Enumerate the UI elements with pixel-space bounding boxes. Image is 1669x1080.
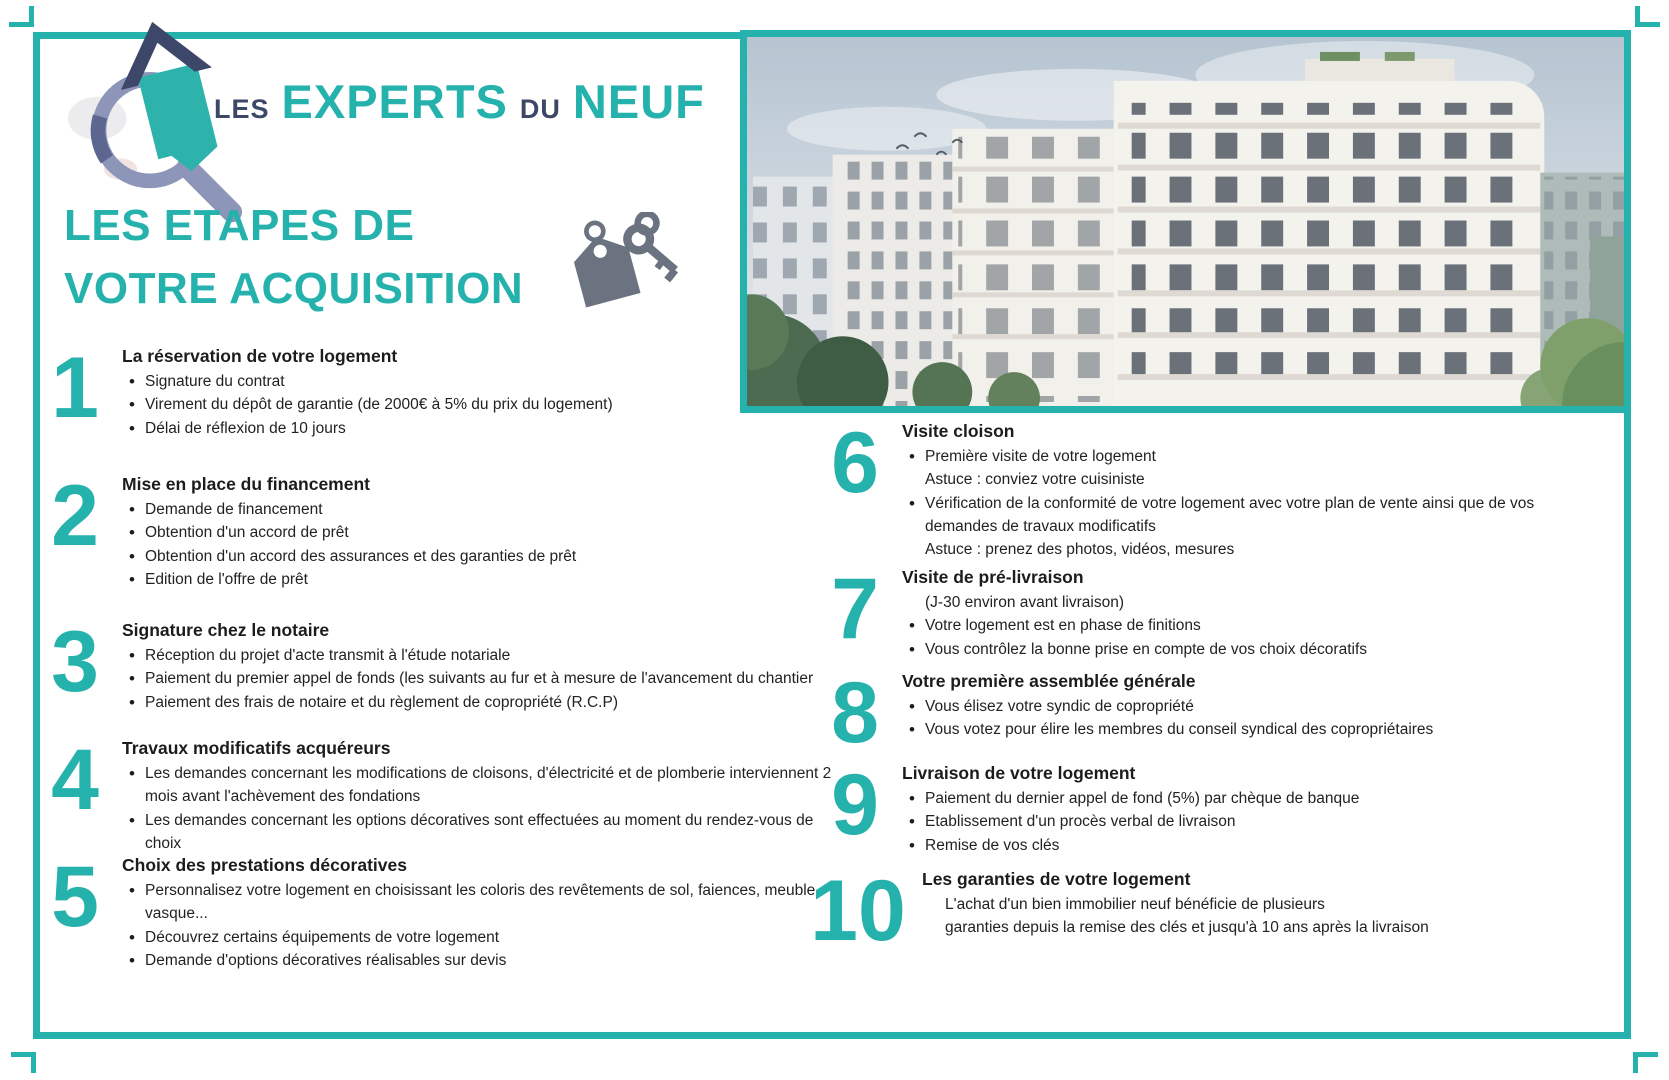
step-item: • Vous élisez votre syndic de copropriété — [902, 695, 1568, 718]
page-title-line1: LES ETAPES DE — [64, 201, 415, 250]
step-item: • Votre logement est en phase de finitions — [902, 614, 1568, 637]
step-items — [902, 445, 1568, 561]
step-title: Choix des prestations décoratives — [122, 855, 407, 875]
step-5 — [44, 849, 850, 972]
corner-mark-bottom-right — [1633, 1052, 1658, 1073]
step-title: Signature chez le notaire — [122, 620, 330, 640]
step-title: La réservation de votre logement — [122, 346, 398, 366]
step-item: • Paiement du premier appel de fonds (les suivants au fur et à mesure de l'avancement du chantier — [122, 667, 850, 690]
step-item: • Vous votez pour élire les membres du conseil syndical des copropriétaires — [902, 718, 1568, 741]
corner-mark-bottom-left — [11, 1052, 36, 1073]
logo-word-experts: EXPERTS — [281, 75, 508, 128]
step-number: 4 — [51, 732, 99, 828]
step-title: Visite cloison — [902, 421, 1015, 441]
logo-word-neuf: NEUF — [572, 75, 705, 128]
step-7 — [824, 561, 1568, 661]
step-item: • Première visite de votre logement — [902, 445, 1568, 468]
step-item: • Paiement des frais de notaire et du règlement de copropriété (R.C.P) — [122, 691, 850, 714]
step-items — [902, 591, 1568, 661]
step-item: • Virement du dépôt de garantie (de 2000€ à 5% du prix du logement) — [122, 393, 836, 416]
step-items — [122, 644, 850, 714]
building-photo — [740, 30, 1631, 413]
page-title-line2: VOTRE ACQUISITION — [64, 264, 524, 314]
step-number: 9 — [831, 757, 879, 853]
step-item: Astuce : conviez votre cuisiniste — [925, 471, 1145, 489]
step-item: • Vérification de la conformité de votre logement avec votre plan de vente ainsi que de vos demandes de travaux modificatifs — [902, 492, 1568, 539]
step-number: 3 — [51, 614, 99, 710]
step-item: • Demande de financement — [122, 498, 836, 521]
step-title: Livraison de votre logement — [902, 763, 1136, 783]
logo-word-du: DU — [519, 94, 561, 124]
step-item: • Demande d'options décoratives réalisables sur devis — [122, 949, 850, 972]
step-item: • Obtention d'un accord des assurances et des garanties de prêt — [122, 545, 836, 568]
step-number: 2 — [51, 468, 99, 564]
step-title: Les garanties de votre logement — [922, 869, 1191, 889]
step-8 — [824, 665, 1568, 761]
step-item: garanties depuis la remise des clés et jusqu'à 10 ans après la livraison — [945, 919, 1429, 937]
step-item: • Découvrez certains équipements de votre logement — [122, 926, 850, 949]
step-items — [122, 370, 836, 440]
house-keys-icon — [556, 212, 678, 322]
step-item: • Obtention d'un accord de prêt — [122, 521, 836, 544]
step-9 — [824, 757, 1568, 857]
step-item: • Personnalisez votre logement en choisissant les coloris des revêtements de sol, faiences, meuble vasque... — [122, 879, 850, 926]
step-items — [122, 498, 836, 591]
step-item: L'achat d'un bien immobilier neuf bénéficie de plusieurs — [945, 896, 1325, 913]
step-title: Votre première assemblée générale — [902, 671, 1196, 691]
step-item: • Vous contrôlez la bonne prise en compte de vos choix décoratifs — [902, 638, 1568, 661]
step-items — [922, 893, 1568, 940]
step-number: 7 — [831, 561, 879, 657]
step-title: Mise en place du financement — [122, 474, 370, 494]
step-items — [902, 787, 1568, 857]
step-item: Astuce : prenez des photos, vidéos, mesures — [925, 541, 1235, 558]
step-items — [122, 879, 850, 972]
step-6 — [824, 415, 1568, 561]
step-2 — [44, 468, 836, 591]
logo-wordmark — [214, 74, 705, 129]
step-item: (J-30 environ avant livraison) — [925, 594, 1125, 611]
corner-mark-top-left — [9, 6, 34, 27]
step-item: • Remise de vos clés — [902, 834, 1568, 857]
page-title — [64, 194, 523, 321]
step-number: 10 — [810, 863, 906, 959]
step-item: • Les demandes concernant les modifications de cloisons, d'électricité et de plomberie interviennent 2 mois avant l'achèvement des fondations — [122, 762, 850, 809]
step-10 — [810, 863, 1568, 959]
step-items — [902, 695, 1568, 742]
step-number: 8 — [831, 665, 879, 761]
step-number: 1 — [51, 340, 99, 436]
step-title: Visite de pré-livraison — [902, 567, 1084, 587]
step-item: • Signature du contrat — [122, 370, 836, 393]
step-item: • Délai de réflexion de 10 jours — [122, 417, 836, 440]
step-items — [122, 762, 850, 855]
step-title: Travaux modificatifs acquéreurs — [122, 738, 391, 758]
step-item: • Edition de l'offre de prêt — [122, 568, 836, 591]
corner-mark-top-right — [1635, 6, 1660, 27]
logo-word-les: LES — [214, 94, 270, 124]
step-1 — [44, 340, 836, 440]
step-number: 5 — [51, 849, 99, 945]
step-item: • Réception du projet d'acte transmit à l'étude notariale — [122, 644, 850, 667]
step-item: • Les demandes concernant les options décoratives sont effectuées au moment du rendez-vous de choix — [122, 809, 850, 856]
step-item: • Paiement du dernier appel de fond (5%) par chèque de banque — [902, 787, 1568, 810]
step-4 — [44, 732, 850, 855]
step-item: • Etablissement d'un procès verbal de livraison — [902, 810, 1568, 833]
step-3 — [44, 614, 850, 714]
step-number: 6 — [831, 415, 879, 511]
building-photo-render — [747, 37, 1624, 406]
